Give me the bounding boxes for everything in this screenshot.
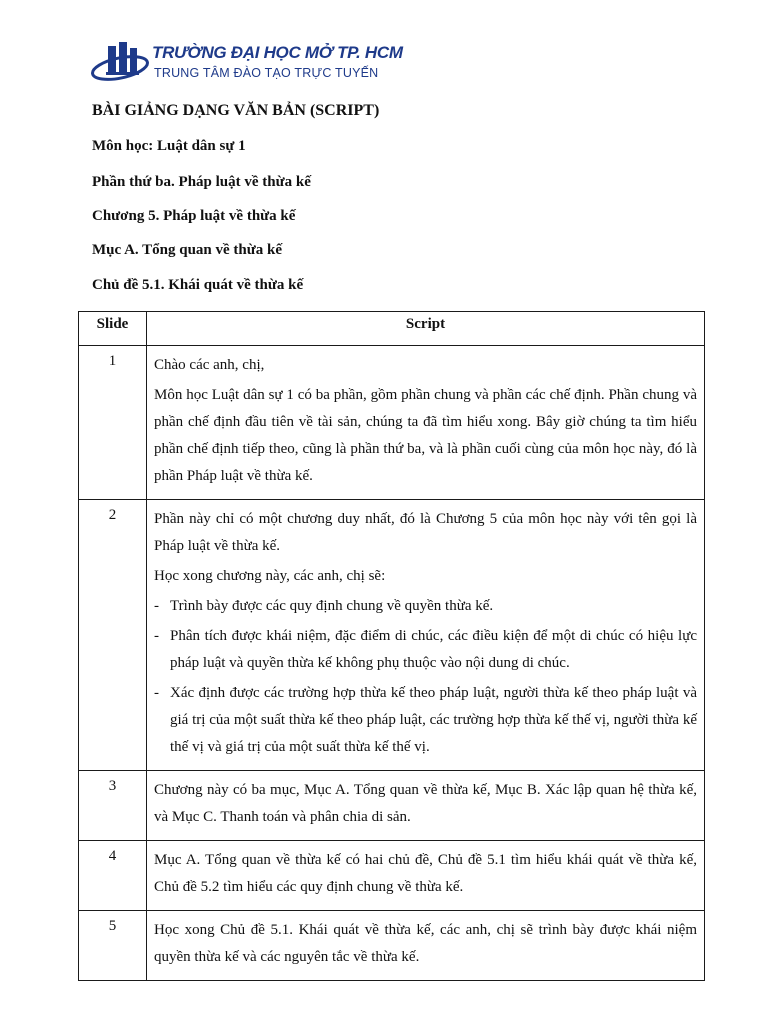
logo-university-name: TRƯỜNG ĐẠI HỌC MỞ TP. HCM [152,43,403,62]
table-header-row [79,312,705,346]
script-column-header: Script [147,312,705,346]
document-title: BÀI GIẢNG DẠNG VĂN BẢN (SCRIPT) [92,102,380,119]
script-cell [147,841,705,911]
table-row [79,771,705,841]
section-heading: Mục A. Tổng quan về thừa kế [92,242,283,258]
table-row [79,346,705,500]
script-paragraph: Học xong Chủ đề 5.1. Khái quát về thừa kế, các anh, chị sẽ trình bày được khái niệm quyền thừa kế và các nguyên tắc về thừa kế. [154,922,697,965]
table-row [79,911,705,981]
slide-number: 5 [79,911,147,981]
table-row [79,841,705,911]
chapter-heading: Chương 5. Pháp luật về thừa kế [92,208,296,224]
table-row [79,500,705,771]
slide-number: 4 [79,841,147,911]
slide-number: 1 [79,346,147,500]
slide-column-header: Slide [79,312,147,346]
script-cell [147,500,705,771]
script-table [78,311,705,981]
list-item: - Phân tích được khái niệm, đặc điểm di chúc, các điều kiện để một di chúc có hiệu lực pháp luật và quyền thừa kế không phụ thuộc vào nội dung di chúc. [154,623,697,677]
university-logo [90,40,403,88]
script-paragraph: Mục A. Tổng quan về thừa kế có hai chủ đề, Chủ đề 5.1 tìm hiểu khái quát về thừa kế, Chủ đề 5.2 tìm hiểu các quy định chung về thừa kế. [154,852,697,895]
list-item: - Trình bày được các quy định chung về quyền thừa kế. [154,593,697,620]
objectives-list [154,593,697,761]
slide-number: 2 [79,500,147,771]
slide-number: 3 [79,771,147,841]
script-cell [147,911,705,981]
script-paragraph: Môn học Luật dân sự 1 có ba phần, gồm phần chung và phần các chế định. Phần chung và phần chế định đầu tiên về tài sản, chúng ta đã tìm hiểu xong. Bây giờ chúng ta tìm hiểu phần chế định tiếp theo, cũng là phần thứ ba, và là phần cuối cùng của môn học này, đó là phần Pháp luật về thừa kế. [154,387,697,484]
list-item: - Xác định được các trường hợp thừa kế theo pháp luật, người thừa kế theo pháp luật và giá trị của một suất thừa kế theo pháp luật, các trường hợp thừa kế thế vị, người thừa kế thế vị và giá trị của một suất thừa kế thế vị. [154,680,697,761]
logo-center-name: TRUNG TÂM ĐÀO TẠO TRỰC TUYẾN [154,66,379,80]
script-paragraph: Chương này có ba mục, Mục A. Tổng quan về thừa kế, Mục B. Xác lập quan hệ thừa kế, và Mục C. Thanh toán và phân chia di sản. [154,782,697,825]
script-cell [147,346,705,500]
part-heading: Phần thứ ba. Pháp luật về thừa kế [92,174,311,190]
topic-heading: Chủ đề 5.1. Khái quát về thừa kế [92,277,304,293]
university-emblem-icon [90,40,154,88]
script-paragraph: Học xong chương này, các anh, chị sẽ: [154,568,386,584]
subject-heading: Môn học: Luật dân sự 1 [92,138,246,154]
script-paragraph: Phần này chỉ có một chương duy nhất, đó là Chương 5 của môn học này với tên gọi là Pháp luật về thừa kế. [154,511,697,554]
script-paragraph: Chào các anh, chị, [154,357,265,373]
script-cell [147,771,705,841]
